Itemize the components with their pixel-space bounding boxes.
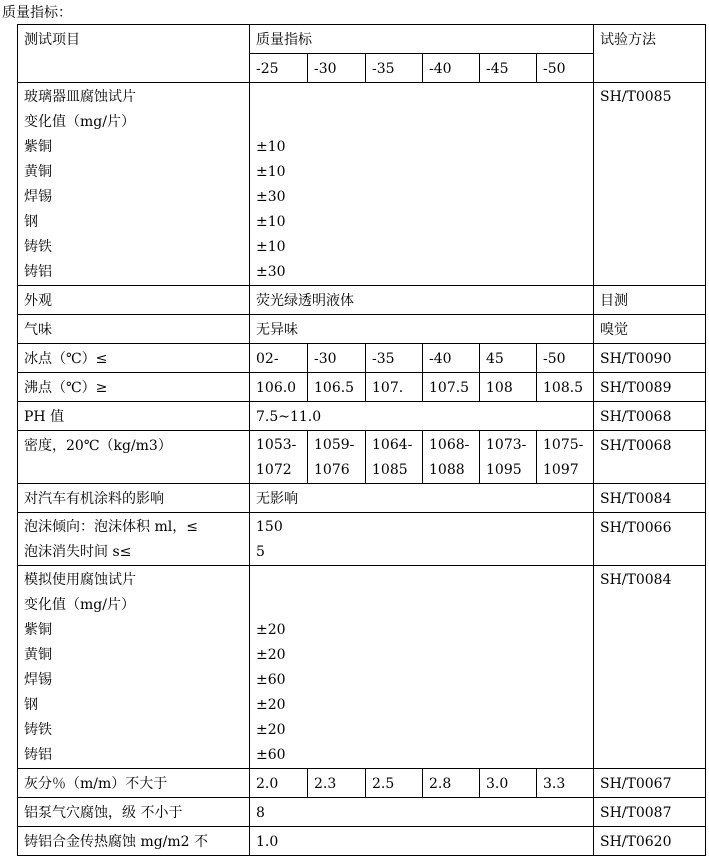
pump-cavitation-value: 8 <box>250 798 594 827</box>
label-line: 焊锡 <box>24 672 52 688</box>
value-line: ±20 <box>256 722 286 738</box>
method-cell: SH/T0620 <box>594 827 706 856</box>
method-cell: 目测 <box>594 286 706 315</box>
method-cell: SH/T0087 <box>594 798 706 827</box>
table-row <box>18 344 706 373</box>
header-row <box>18 25 706 54</box>
label-line: 变化值（mg/片） <box>24 114 135 130</box>
method-cell: SH/T0084 <box>594 566 706 769</box>
value-line: ±30 <box>256 264 286 280</box>
method-cell: SH/T0085 <box>594 83 706 286</box>
value-line: ±10 <box>256 139 286 155</box>
table-row <box>18 431 706 484</box>
value-line: 5 <box>256 544 265 560</box>
density-cell: 1073- 1095 <box>480 431 537 484</box>
label-line: 钢 <box>24 697 38 713</box>
value-line <box>256 593 587 618</box>
table-row <box>18 83 706 286</box>
table-row <box>18 373 706 402</box>
value-line <box>256 568 587 593</box>
table-row <box>18 769 706 798</box>
method-cell: 嗅觉 <box>594 315 706 344</box>
label-line: 黄铜 <box>24 647 52 663</box>
quality-spec-table <box>17 24 706 856</box>
label-line: 铸铁 <box>24 239 52 255</box>
label-line: 黄铜 <box>24 164 52 180</box>
appearance-label: 外观 <box>18 286 250 315</box>
method-cell: SH/T0090 <box>594 344 706 373</box>
density-label: 密度，20℃（kg/m3） <box>18 431 250 484</box>
density-cell: 1068- 1088 <box>423 431 480 484</box>
foam-values <box>250 513 594 566</box>
grade-cell: -40 <box>423 54 480 83</box>
label-line: 铸铝 <box>24 264 52 280</box>
heat-transfer-value: 1.0 <box>250 827 594 856</box>
value-cell: -50 <box>537 344 594 373</box>
value-line: ±60 <box>256 747 286 763</box>
grade-cell: -30 <box>308 54 366 83</box>
simulated-corrosion-values <box>250 566 594 769</box>
label-line: 钢 <box>24 214 38 230</box>
value-cell: 2.8 <box>423 769 480 798</box>
pump-cavitation-label: 铝泵气穴腐蚀，级 不小于 <box>18 798 250 827</box>
method-cell: SH/T0068 <box>594 431 706 484</box>
density-cell: 1064- 1085 <box>366 431 423 484</box>
glass-corrosion-labels <box>18 83 250 286</box>
paint-effect-label: 对汽车有机涂料的影响 <box>18 484 250 513</box>
foam-labels <box>18 513 250 566</box>
density-cell: 1059- 1076 <box>308 431 366 484</box>
ph-label: PH 值 <box>18 402 250 431</box>
method-cell: SH/T0089 <box>594 373 706 402</box>
value-cell: 107. <box>366 373 423 402</box>
simulated-corrosion-labels <box>18 566 250 769</box>
value-line: ±60 <box>256 672 286 688</box>
value-cell: 108 <box>480 373 537 402</box>
label-line: 泡沫消失时间 s≤ <box>24 544 132 560</box>
label-line: 紫铜 <box>24 139 52 155</box>
table-row <box>18 315 706 344</box>
method-cell: SH/T0066 <box>594 513 706 566</box>
value-line: ±10 <box>256 214 286 230</box>
grade-cell: -50 <box>537 54 594 83</box>
value-cell: 3.0 <box>480 769 537 798</box>
label-line: 铸铁 <box>24 722 52 738</box>
grade-cell: -35 <box>366 54 423 83</box>
grade-cell: -25 <box>250 54 308 83</box>
table-row <box>18 484 706 513</box>
value-cell: -30 <box>308 344 366 373</box>
value-cell: 2.0 <box>250 769 308 798</box>
value-line: ±10 <box>256 239 286 255</box>
grade-cell: -45 <box>480 54 537 83</box>
method-cell: SH/T0084 <box>594 484 706 513</box>
label-line: 泡沫倾向：泡沫体积 ml，≤ <box>24 519 198 535</box>
header-quality: 质量指标 <box>250 25 594 54</box>
table-row <box>18 798 706 827</box>
value-cell: 2.3 <box>308 769 366 798</box>
table-row <box>18 513 706 566</box>
density-cell: 1053- 1072 <box>250 431 308 484</box>
label-line: 铸铝 <box>24 747 52 763</box>
label-line: 紫铜 <box>24 622 52 638</box>
value-line: 150 <box>256 519 283 535</box>
value-cell: 106.5 <box>308 373 366 402</box>
table-row <box>18 402 706 431</box>
paint-effect-value: 无影响 <box>250 484 594 513</box>
value-line <box>256 110 587 135</box>
value-cell: 107.5 <box>423 373 480 402</box>
value-line <box>256 85 587 110</box>
label-line: 玻璃器皿腐蚀试片 <box>24 89 136 105</box>
ph-value: 7.5~11.0 <box>250 402 594 431</box>
boiling-point-label: 沸点（℃）≥ <box>18 373 250 402</box>
header-method: 试验方法 <box>594 25 706 83</box>
value-line: ±20 <box>256 697 286 713</box>
appearance-value: 荧光绿透明液体 <box>250 286 594 315</box>
table-row <box>18 566 706 769</box>
value-line: ±10 <box>256 164 286 180</box>
value-cell: 2.5 <box>366 769 423 798</box>
heat-transfer-label: 铸铝合金传热腐蚀 mg/m2 不 <box>18 827 250 856</box>
label-line: 焊锡 <box>24 189 52 205</box>
method-cell: SH/T0067 <box>594 769 706 798</box>
section-caption: 质量指标： <box>2 5 72 21</box>
label-line: 变化值（mg/片） <box>24 597 135 613</box>
ash-label: 灰分％（m/m）不大于 <box>18 769 250 798</box>
value-cell: 02- <box>250 344 308 373</box>
odor-label: 气味 <box>18 315 250 344</box>
value-cell: -35 <box>366 344 423 373</box>
value-line: ±20 <box>256 647 286 663</box>
freezing-point-label: 冰点（℃）≤ <box>18 344 250 373</box>
value-cell: -40 <box>423 344 480 373</box>
value-cell: 45 <box>480 344 537 373</box>
table-row <box>18 827 706 856</box>
value-cell: 3.3 <box>537 769 594 798</box>
value-line: ±30 <box>256 189 286 205</box>
value-cell: 106.0 <box>250 373 308 402</box>
odor-value: 无异味 <box>250 315 594 344</box>
header-item: 测试项目 <box>18 25 250 83</box>
density-cell: 1075- 1097 <box>537 431 594 484</box>
label-line: 模拟使用腐蚀试片 <box>24 572 136 588</box>
glass-corrosion-values <box>250 83 594 286</box>
value-line: ±20 <box>256 622 286 638</box>
method-cell: SH/T0068 <box>594 402 706 431</box>
table-row <box>18 286 706 315</box>
value-cell: 108.5 <box>537 373 594 402</box>
